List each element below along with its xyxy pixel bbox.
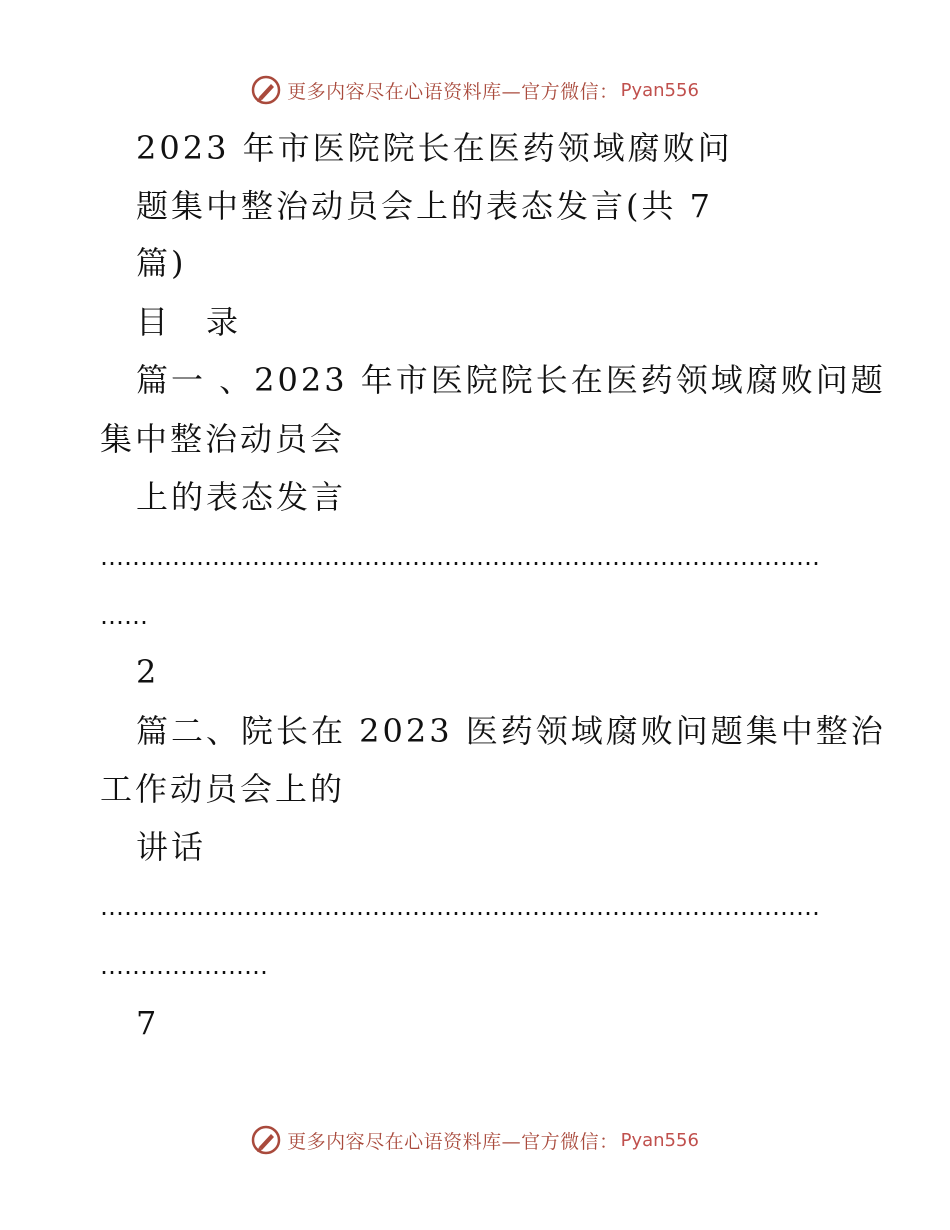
- banner-wechat-id: Pyan556: [620, 1129, 699, 1151]
- banner-text: 更多内容尽在心语资料库—官方微信：: [287, 80, 619, 103]
- toc-entry-2-title-line-2[interactable]: 工作动员会上的: [100, 770, 346, 808]
- toc-entry-1-title-line-3[interactable]: 上的表态发言: [136, 478, 347, 516]
- toc-entry-1-title-line-1[interactable]: 篇一 、2023 年市医院院长在医药领域腐败问题: [136, 361, 886, 399]
- banner-text: 更多内容尽在心语资料库—官方微信：: [287, 1130, 619, 1153]
- toc-entry-2-title-line-1[interactable]: 篇二、院长在 2023 医药领域腐败问题集中整治: [136, 712, 886, 750]
- banner-wechat-id: Pyan556: [620, 79, 699, 101]
- toc-entry-2-title-line-3[interactable]: 讲话: [136, 828, 207, 866]
- toc-entry-1-title-line-2[interactable]: 集中整治动员会: [100, 420, 346, 458]
- pen-logo-icon: [251, 1125, 281, 1155]
- toc-heading: 目 录: [136, 303, 242, 341]
- toc-entry-2-page-number: 7: [136, 1004, 160, 1042]
- toc-entry-1-leader-dots-1: ………………………………………………………………………………: [100, 543, 820, 571]
- toc-entry-1-leader-dots-2: ……: [100, 602, 148, 630]
- header-banner: [0, 70, 950, 110]
- toc-entry-1-page-number: 2: [136, 653, 160, 691]
- toc-entry-2-leader-dots-1: ………………………………………………………………………………: [100, 893, 820, 921]
- doc-title-line-3: 篇): [136, 244, 187, 282]
- pen-logo-icon: [251, 75, 281, 105]
- doc-title-line-2: 题集中整治动员会上的表态发言(共 7: [136, 187, 714, 225]
- toc-entry-2-leader-dots-2: …………………: [100, 952, 268, 980]
- footer-banner: [0, 1120, 950, 1160]
- doc-title-line-1: 2023 年市医院院长在医药领域腐败问: [136, 129, 733, 167]
